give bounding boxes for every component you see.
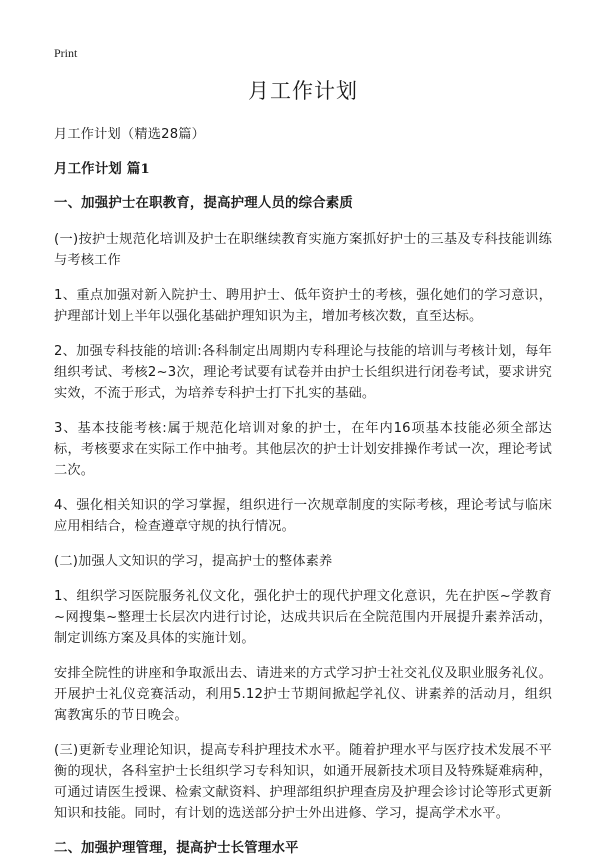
document-title: 月工作计划 (248, 79, 358, 103)
paragraph-8: 安排全院性的讲座和争取派出去、请进来的方式学习护士社交礼仪及职业服务礼仪。开展护士礼仪竞赛活动，利用5.12护士节期间掀起学礼仪、讲素养的活动月，组织寓教寓乐的节日晚会。 (54, 666, 552, 723)
paragraph-1: (一)按护士规范化培训及护士在职继续教育实施方案抓好护士的三基及专科技能训练与考核工作 (54, 232, 552, 268)
section-heading-1: 一、加强护士在职教育，提高护理人员的综合素质 (54, 195, 353, 211)
section-heading-2: 二、加强护理管理，提高护士长管理水平 (54, 840, 299, 856)
article-heading: 月工作计划 篇1 (54, 161, 150, 177)
paragraph-2: 1、重点加强对新入院护士、聘用护士、低年资护士的考核，强化她们的学习意识，护理部计划上半年以强化基础护理知识为主，增加考核次数，直至达标。 (54, 288, 552, 324)
paragraph-9: (三)更新专业理论知识，提高专科护理技术水平。随着护理水平与医疗技术发展不平衡的现状，各科室护士长组织学习专科知识，如通开展新技术项目及特殊疑难病种，可通过请医生授课、检索文献资料、护理部组织护理查房及护理会诊讨论等形式更新知识和技能。同时，有计划的选送部分护士外出进修、学习，提高学术水平。 (54, 743, 552, 821)
paragraph-6: (二)加强人文知识的学习，提高护士的整体素养 (54, 554, 333, 569)
paragraph-4: 3、基本技能考核:属于规范化培训对象的护士，在年内16项基本技能必须全部达标，考核要求在实际工作中抽考。其他层次的护士计划安排操作考试一次，理论考试二次。 (54, 421, 552, 478)
paragraph-3: 2、加强专科技能的培训:各科制定出周期内专科理论与技能的培训与考核计划，每年组织考试、考核2~3次，理论考试要有试卷并由护士长组织进行闭卷考试，要求讲究实效，不流于形式，为培养专科护士打下扎实的基础。 (54, 344, 552, 401)
print-label: Print (54, 46, 78, 60)
document-subtitle: 月工作计划（精选28篇） (54, 127, 206, 142)
paragraph-7: 1、组织学习医院服务礼仪文化，强化护士的现代护理文化意识，先在护医~学教育~网搜集~整理士长层次内进行讨论，达成共识后在全院范围内开展提升素养活动，制定训练方案及具体的实施计划。 (54, 589, 552, 646)
paragraph-5: 4、强化相关知识的学习掌握，组织进行一次规章制度的实际考核，理论考试与临床应用相结合，检查遵章守规的执行情况。 (54, 498, 552, 534)
